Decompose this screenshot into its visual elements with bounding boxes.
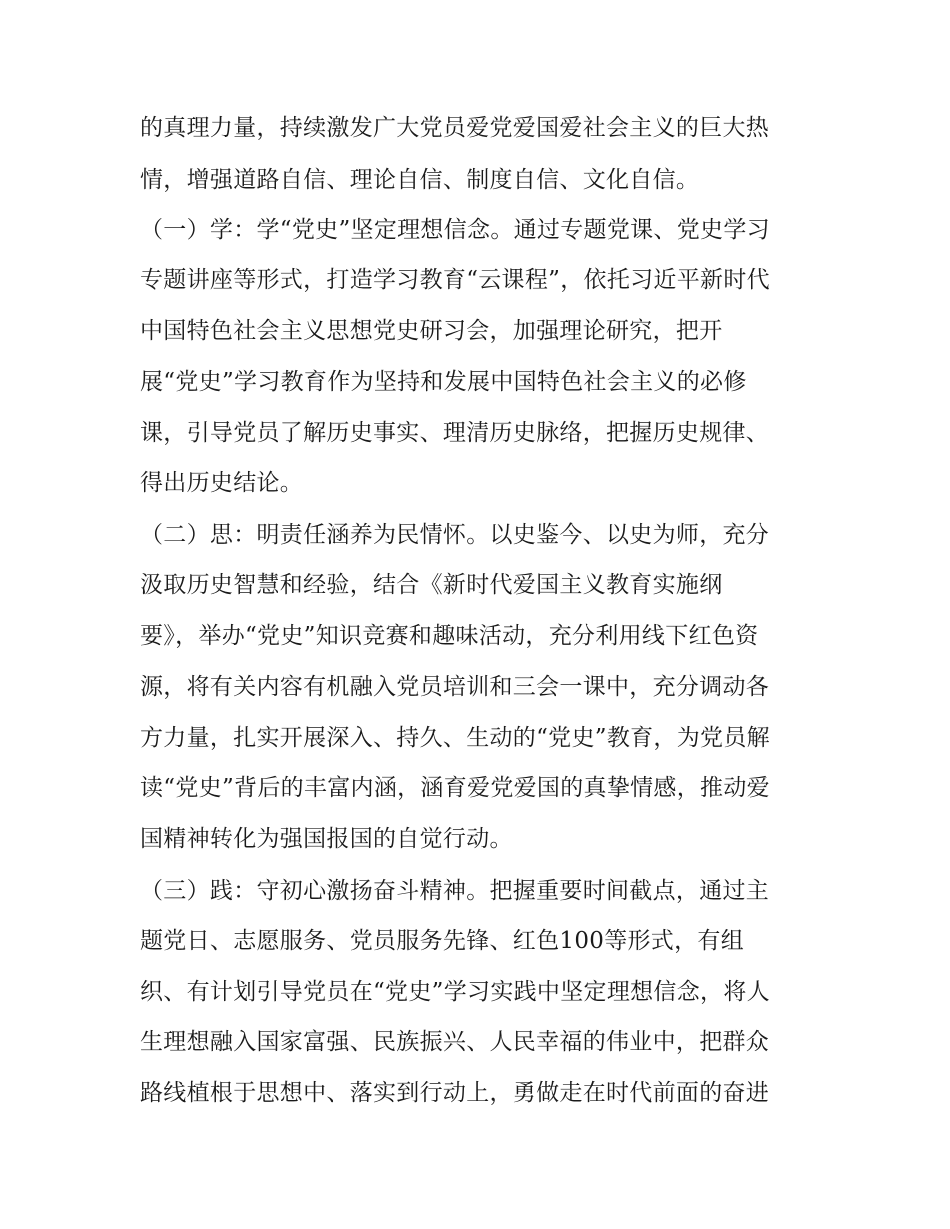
text-line: 源，将有关内容有机融入党员培训和三会一课中，充分调动各: [140, 674, 770, 700]
text-line: 中国特色社会主义思想党史研习会，加强理论研究，把开: [140, 318, 723, 344]
text-line: 生理想融入国家富强、民族振兴、人民幸福的伟业中，把群众: [140, 1029, 770, 1055]
text-line: 国精神转化为强国报国的自觉行动。: [140, 826, 513, 852]
text-line: 汲取历史智慧和经验，结合《新时代爱国主义教育实施纲: [140, 572, 723, 598]
paragraph-heading-2: （二）思：明责任涵养为民情怀。以史鉴今、以史为师，充分: [140, 522, 770, 548]
text-line: 情，增强道路自信、理论自信、制度自信、文化自信。: [140, 167, 700, 193]
text-line: 题党日、志愿服务、党员服务先锋、红色100等形式，有组: [140, 928, 744, 954]
paragraph-heading-3: （三）践：守初心激扬奋斗精神。把握重要时间截点，通过主: [140, 878, 770, 904]
text-line: 展“党史”学习教育作为坚持和发展中国特色社会主义的必修: [140, 369, 747, 395]
text-line: 方力量，扎实开展深入、持久、生动的“党史”教育，为党员解: [140, 725, 770, 751]
text-line: 的真理力量，持续激发广大党员爱党爱国爱社会主义的巨大热: [140, 115, 770, 141]
text-line: 要》，举办“党史”知识竞赛和趣味活动，充分利用线下红色资: [140, 623, 759, 649]
text-line: 专题讲座等形式，打造学习教育“云课程”，依托习近平新时代: [140, 267, 770, 293]
text-line: 得出历史结论。: [140, 470, 304, 496]
text-line: 读“党史”背后的丰富内涵，涵育爱党爱国的真挚情感，推动爱: [140, 775, 770, 801]
text-line: 路线植根于思想中、落实到行动上，勇做走在时代前面的奋进: [140, 1080, 770, 1106]
paragraph-heading-1: （一）学：学“党史”坚定理想信念。通过专题党课、党史学习: [140, 217, 770, 243]
text-line: 课，引导党员了解历史事实、理清历史脉络，把握历史规律、: [140, 420, 770, 446]
text-line: 织、有计划引导党员在“党史”学习实践中坚定理想信念，将人: [140, 979, 770, 1005]
